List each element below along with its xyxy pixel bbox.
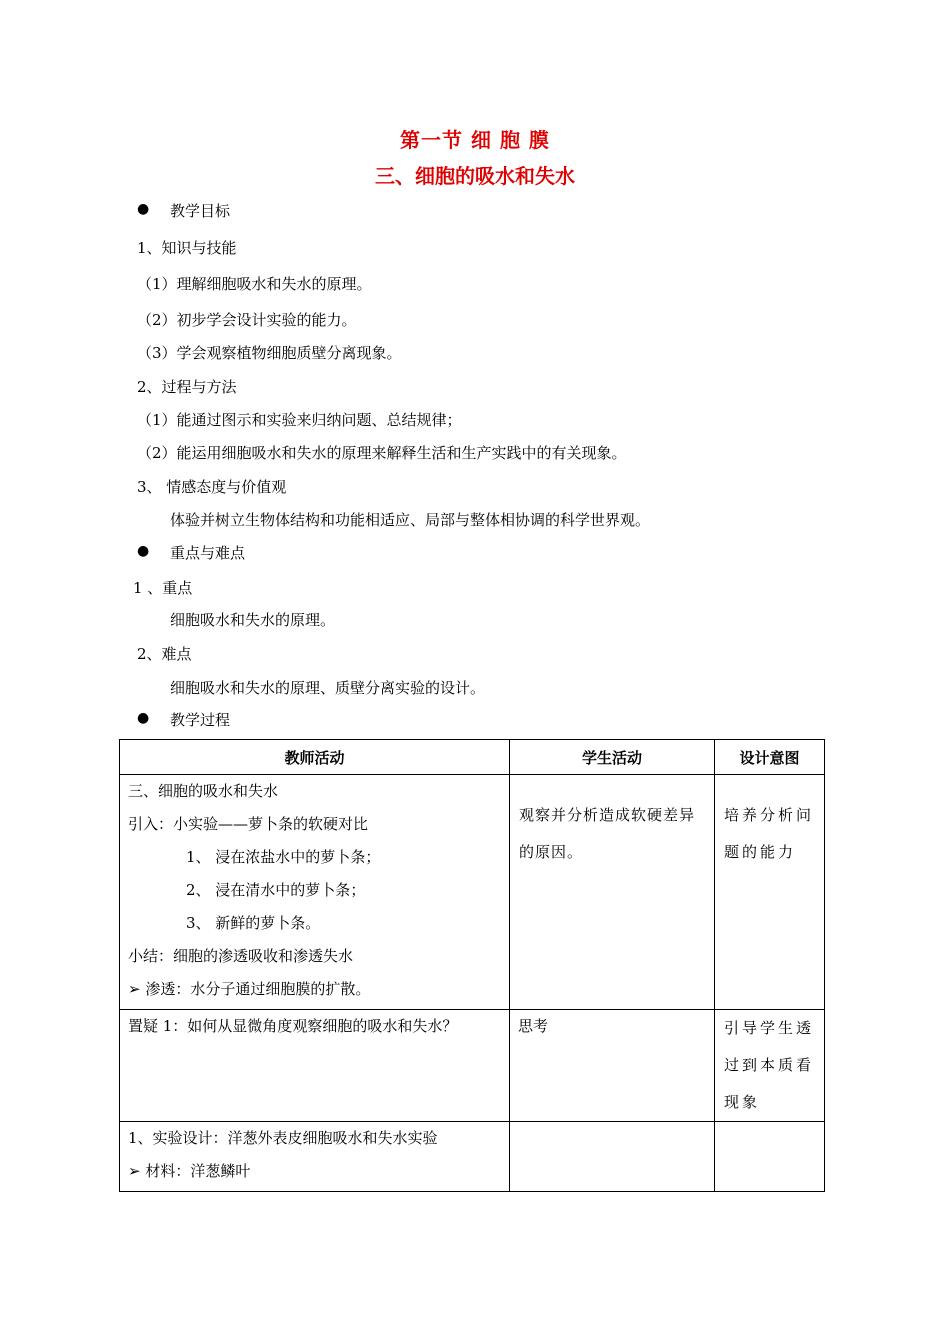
key-heading: 重点与难点 [170,544,246,562]
intent-cell [715,1122,825,1192]
cell-text: 引导学生透 [724,1019,815,1037]
cell-text: 思考 [518,1017,549,1035]
teacher-cell [120,1010,510,1122]
document-subtitle: 三、细胞的吸水和失水 [375,164,575,188]
cell-text: 三、细胞的吸水和失水 [128,782,279,800]
teacher-cell [120,1122,510,1192]
teacher-cell [120,775,510,1010]
teaching-process-table [119,739,825,1192]
cell-text: 2、 浸在清水中的萝卜条； [186,881,366,899]
student-cell [510,775,715,1010]
goal3-text: 体验并树立生物体结构和功能相适应、局部与整体相协调的科学世界观。 [170,511,651,529]
cell-text: 培养分析问 [724,806,815,824]
process-heading: 教学过程 [170,711,231,729]
document-title: 第一节 细 胞 膜 [400,128,550,152]
table-row [120,1122,825,1192]
student-cell [510,1010,715,1122]
bullet-icon: ● [137,543,150,559]
goals-heading: 教学目标 [170,202,231,220]
cell-text: 1、 浸在浓盐水中的萝卜条； [186,848,381,866]
goal2-item: （2）能运用细胞吸水和失水的原理来解释生活和生产实践中的有关现象。 [137,444,627,462]
intent-cell [715,1010,825,1122]
cell-text: 置疑 1：如何从显微角度观察细胞的吸水和失水？ [128,1017,458,1035]
cell-text: ➢ 材料：洋葱鳞叶 [128,1162,251,1180]
cell-text: 观察并分析造成软硬差异 [519,806,696,824]
cell-text: ➢ 渗透：水分子通过细胞膜的扩散。 [128,980,371,998]
header-design-intent: 设计意图 [715,740,825,775]
goal2-item: （1）能通过图示和实验来归纳问题、总结规律； [137,411,462,429]
bullet-icon: ● [137,710,150,726]
key2-text: 细胞吸水和失水的原理、质壁分离实验的设计。 [170,679,486,697]
goal1-item: （2）初步学会设计实验的能力。 [137,311,357,329]
cell-text: 现象 [724,1093,761,1111]
cell-text: 过到本质看 [724,1056,815,1074]
cell-text: 1、实验设计：洋葱外表皮细胞吸水和失水实验 [128,1129,438,1147]
cell-text: 小结：细胞的渗透吸收和渗透失水 [128,947,354,965]
header-teacher-activity: 教师活动 [120,740,510,775]
student-cell [510,1122,715,1192]
table-row [120,1010,825,1122]
cell-text: 题的能力 [724,843,797,861]
cell-text: 的原因。 [519,843,584,861]
table-header-row [120,740,825,775]
goal1-heading: 1、知识与技能 [137,239,237,257]
bullet-icon: ● [137,201,150,217]
table-row [120,775,825,1010]
goal1-item: （1）理解细胞吸水和失水的原理。 [137,275,372,293]
goal2-heading: 2、过程与方法 [137,378,237,396]
goal1-item: （3）学会观察植物细胞质壁分离现象。 [137,344,402,362]
goal3-heading: 3、 情感态度与价值观 [137,478,287,496]
key2-heading: 2、难点 [137,645,192,663]
key1-heading: 1 、重点 [133,579,193,597]
key1-text: 细胞吸水和失水的原理。 [170,611,336,629]
cell-text: 3、 新鲜的萝卜条。 [186,914,321,932]
cell-text: 引入：小实验——萝卜条的软硬对比 [128,815,369,833]
intent-cell [715,775,825,1010]
header-student-activity: 学生活动 [510,740,715,775]
